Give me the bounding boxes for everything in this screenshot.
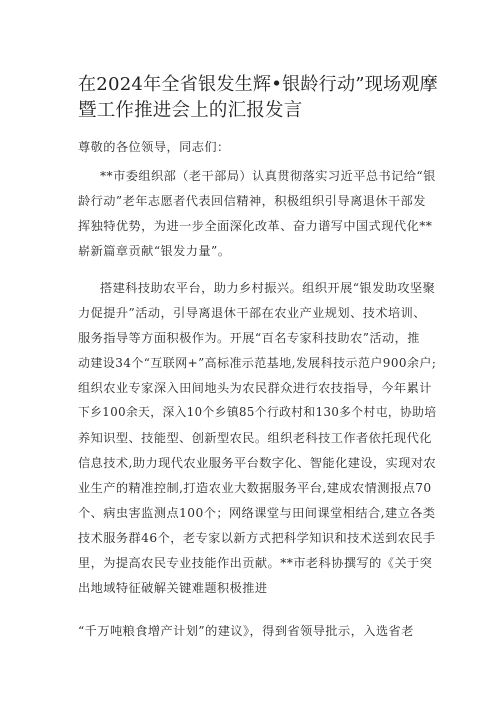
paragraph-2-line-4: 动建设34个“互联网+”高标准示范基地,发展科技示范户900余户; <box>78 356 437 370</box>
paragraph-2-line-13: 出地域特征破解关键难题积极推进 <box>78 581 268 595</box>
paragraph-3-line-1: “千万吨粮食增产计划”的建议》，得到省领导批示，入选省老 <box>78 624 414 638</box>
paragraph-2-line-5: 组织农业专家深入田间地头为农民群众进行农技指导，今年累计 <box>78 381 432 395</box>
salutation: 尊敬的各位领导，同志们： <box>78 140 230 154</box>
paragraph-2-line-12: 里，为提高农民专业技能作出贡献。**市老科协撰写的《关于突 <box>78 556 433 570</box>
paragraph-2-line-1: 搭建科技助农平台，助力乡村振兴。组织开展“银发助攻坚聚 <box>100 281 436 295</box>
paragraph-1-line-4: 崭新篇章贡献“银发力量”。 <box>78 244 231 258</box>
title-line-2: 暨工作推进会上的汇报发言 <box>78 100 303 121</box>
paragraph-1-line-1: **市委组织部（老干部局）认真贯彻落实习近平总书记给“银 <box>100 169 436 183</box>
paragraph-2-line-2: 力促提升”活动，引导离退休干部在农业产业规划、技术培训、 <box>78 306 426 320</box>
paragraph-2-line-3: 服务指导等方面积极作为。开展“百名专家科技助农”活动，推 <box>78 331 420 345</box>
paragraph-1-line-3: 挥独特优势，为进一步全面深化改革、奋力谱写中国式现代化** <box>78 219 433 233</box>
title-line-1: 在2024年全省银发生辉•银龄行动”现场观摩 <box>78 74 438 95</box>
paragraph-1-line-2: 龄行动”老年志愿者代表回信精神，积极组织引导离退休干部发 <box>78 194 426 208</box>
paragraph-2-line-8: 信息技术,助力现代农业服务平台数字化、智能化建设，实现对农 <box>78 456 437 470</box>
paragraph-2-line-10: 个、病虫害监测点100个；网络课堂与田间课堂相结合,建立各类 <box>78 506 436 520</box>
document-title <box>78 72 438 124</box>
paragraph-2-line-7: 养知识型、技能型、创新型农民。组织老科技工作者依托现代化 <box>78 431 432 445</box>
paragraph-2-line-11: 技术服务群46个，老专家以新方式把科学知识和技术送到农民手 <box>78 531 436 545</box>
paragraph-2-line-9: 业生产的精准控制,打造农业大数据服务平台,建成农情测报点70 <box>78 481 432 495</box>
paragraph-2-line-6: 下乡100余天，深入10个乡镇85个行政村和130多个村屯，协助培 <box>78 405 437 419</box>
